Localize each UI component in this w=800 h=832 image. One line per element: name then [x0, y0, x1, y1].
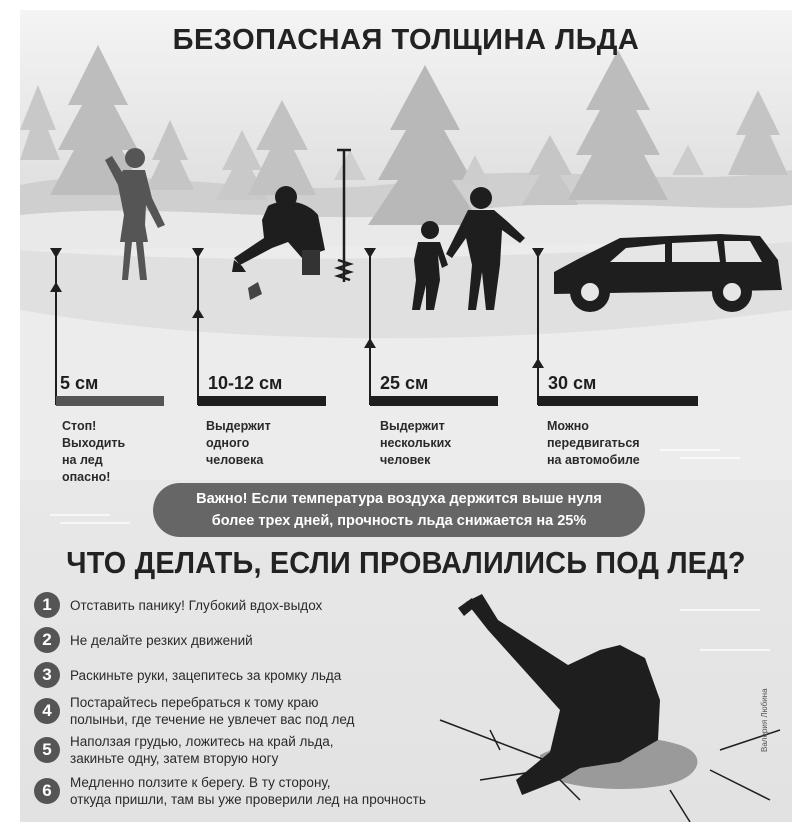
- step-number: 1: [34, 592, 60, 618]
- thickness-label-10-12cm: 10-12 см: [208, 373, 283, 393]
- step-number: 6: [34, 778, 60, 804]
- step-text: Раскиньте руки, зацепитесь за кромку льда: [70, 667, 342, 683]
- step-text: Наползая грудью, ложитесь на край льда, закиньте одну, затем вторую ногу: [70, 734, 334, 766]
- step-text: Медленно ползите к берегу. В ту сторону, откуда пришли, там вы уже проверили лед на прочность: [70, 775, 426, 807]
- step-text: Отставить панику! Глубокий вдох-выдох: [70, 597, 323, 613]
- step-number: 4: [34, 698, 60, 724]
- author-credit: Валерия Любина: [760, 688, 769, 752]
- warning-note: Важно! Если температура воздуха держится выше нуля более трех дней, прочность льда снижается на 25%: [153, 483, 645, 537]
- step-4: [34, 694, 354, 728]
- step-text: Не делайте резких движений: [70, 632, 253, 648]
- step-1: [34, 592, 322, 618]
- thickness-desc-30cm: Можно передвигаться на автомобиле: [547, 419, 640, 467]
- thickness-desc-10-12cm: Выдержит одного человека: [206, 419, 271, 467]
- thickness-desc-5cm: Стоп! Выходить на лед опасно!: [62, 419, 126, 484]
- thickness-bars: [56, 396, 698, 406]
- step-number: 2: [34, 627, 60, 653]
- thickness-label-5cm: 5 см: [60, 373, 99, 393]
- step-3: [34, 662, 341, 688]
- step-text: Постарайтесь перебраться к тому краю полыньи, где течение не увлечет вас под лед: [70, 695, 355, 727]
- step-5: [34, 733, 334, 767]
- step-2: [34, 627, 253, 653]
- step-6: [34, 774, 426, 808]
- page-title: БЕЗОПАСНАЯ ТОЛЩИНА ЛЬДА: [172, 24, 640, 56]
- section-title: ЧТО ДЕЛАТЬ, ЕСЛИ ПРОВАЛИЛИСЬ ПОД ЛЕД?: [66, 545, 746, 580]
- infographic-poster: [20, 10, 792, 822]
- thickness-label-25cm: 25 см: [380, 373, 429, 393]
- thickness-label-30cm: 30 см: [548, 373, 597, 393]
- thickness-desc-25cm: Выдержит нескольких человек: [380, 419, 452, 467]
- step-number: 3: [34, 662, 60, 688]
- step-number: 5: [34, 737, 60, 763]
